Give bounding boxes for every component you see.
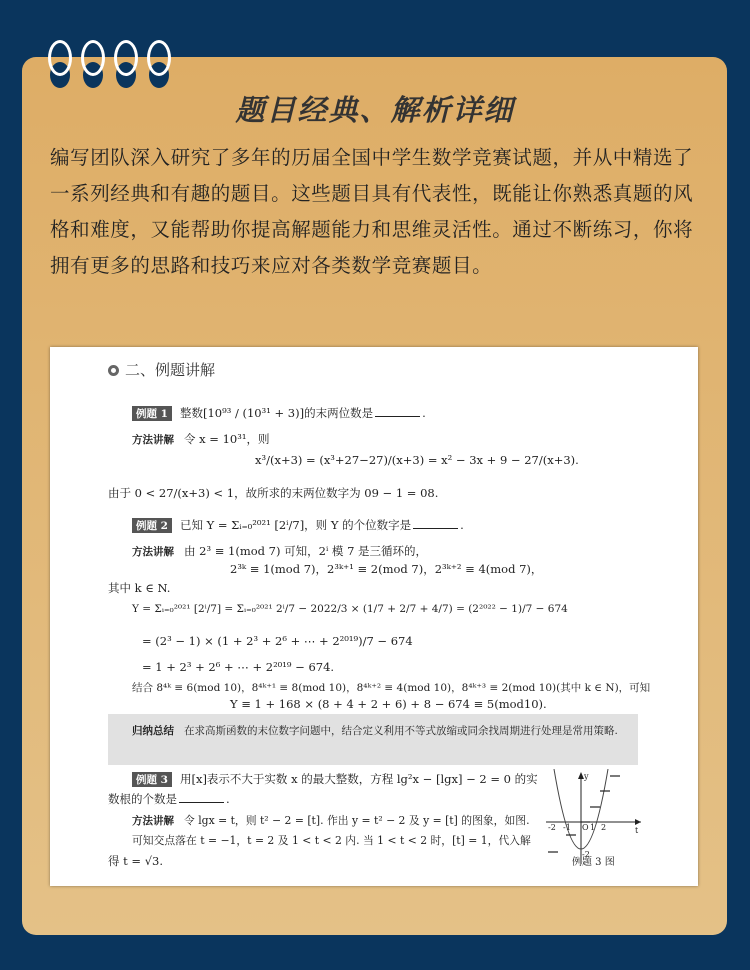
example-3-graph — [546, 769, 641, 864]
intro-text: 编写团队深入研究了多年的历届全国中学生数学竞赛试题，并从中精选了一系列经典和有趣的题目。这些题目具有代表性，既能让你熟悉真题的风格和难度，又能帮助你提高解题能力和思维灵活性。通过不断练习，你将拥有更多的思路和技巧来应对各类数学竞赛题目。 — [50, 146, 694, 277]
equation: Y = Σᵢ₌₀²⁰²¹ [2ⁱ/7] = Σᵢ₌₀²⁰²¹ 2ⁱ/7 − 2022/3 × (1/7 + 2/7 + 4/7) = (2²⁰²² − 1)/7 − 674 — [132, 603, 568, 615]
tick-label: 1 — [590, 823, 596, 832]
equation: 2³ᵏ ≡ 1(mod 7)，2³ᵏ⁺¹ ≡ 2(mod 7)，2³ᵏ⁺² ≡ 4(mod 7)， — [230, 562, 543, 576]
method-text: 得 t = √3. — [108, 854, 164, 868]
axis-label: t — [635, 826, 639, 835]
method-text: 令 x = 10³¹，则 — [184, 432, 270, 446]
figure-caption: 例题 3 图 — [572, 857, 615, 868]
ring-icon — [81, 40, 105, 80]
method-text: 令 lgx = t，则 t² − 2 = [t]. 作出 y = t² − 2 及 y = [t] 的图象，如图. — [184, 814, 530, 827]
equation: 其中 k ∈ N. — [108, 581, 171, 595]
conclusion: 由于 0 < 27/(x+3) < 1，故所求的末两位数字为 09 − 1 = 08. — [108, 486, 439, 500]
circle-bullet-icon — [108, 365, 119, 376]
example-3-method — [132, 813, 530, 828]
tick-label: -2 — [548, 823, 556, 832]
summary-box — [108, 714, 638, 765]
method-label: 方法讲解 — [132, 434, 174, 446]
arrow-icon — [635, 819, 641, 825]
question-text: 数根的个数是 — [108, 792, 177, 806]
example-tag: 例题 1 — [132, 406, 172, 421]
example-2-method — [132, 543, 427, 559]
answer-blank — [413, 518, 458, 529]
question-text: 整数[10⁹³ / (10³¹ + 3)]的末两位数是 — [179, 406, 374, 420]
example-2-question: 例题 2 已知 Y = Σᵢ₌₀²⁰²¹ [2ⁱ/7]，则 Y 的个位数字是 . — [132, 517, 464, 533]
example-tag: 例题 2 — [132, 518, 172, 533]
ring-icon — [147, 40, 171, 80]
example-tag: 例题 3 — [132, 772, 172, 787]
document-excerpt — [50, 347, 698, 886]
equation: = 1 + 2³ + 2⁶ + ⋯ + 2²⁰¹⁹ − 674. — [142, 660, 335, 674]
example-3-question — [132, 771, 538, 787]
method-label: 方法讲解 — [132, 546, 174, 558]
example-1-question: 例题 1 整数[10⁹³ / (10³¹ + 3)]的末两位数是 . — [132, 405, 426, 421]
summary-text: 在求高斯函数的末位数字问题中，结合定义利用不等式放缩或同余找周期进行处理是常用策略. — [184, 725, 618, 737]
method-text: 由 2³ ≡ 1(mod 7) 可知，2ⁱ 模 7 是三循环的， — [184, 544, 428, 558]
section-heading — [108, 359, 215, 380]
summary-label: 归纳总结 — [132, 725, 174, 737]
tick-label: 2 — [601, 823, 607, 832]
question-text: 用[x]表示不大于实数 x 的最大整数，方程 lg²x − [lgx] − 2 = 0 的实 — [179, 772, 538, 786]
ring-icon — [48, 40, 72, 80]
equation: x³/(x+3) = (x³+27−27)/(x+3) = x² − 3x + 9 − 27/(x+3). — [255, 453, 579, 467]
section-title: 二、例题讲解 — [125, 361, 216, 379]
answer-blank — [375, 406, 420, 417]
tick-label: -2 — [582, 850, 590, 859]
question-text: 已知 Y = Σᵢ₌₀²⁰²¹ [2ⁱ/7]，则 Y 的个位数字是 — [179, 518, 412, 532]
origin-label: O — [582, 823, 589, 832]
floor-steps — [548, 776, 620, 852]
answer-blank — [179, 792, 224, 803]
axis-label: y — [584, 772, 589, 781]
binder-rings — [48, 40, 171, 80]
equation: Y ≡ 1 + 168 × (8 + 4 + 2 + 6) + 8 − 674 ≡ 5(mod10). — [230, 697, 547, 711]
method-text: 可知交点落在 t = −1，t = 2 及 1 < t < 2 内. 当 1 < t < 2 时，[t] = 1，代入解 — [132, 834, 531, 847]
example-3-question-cont: 数根的个数是 . — [108, 792, 230, 806]
example-1-method — [132, 431, 269, 447]
method-label: 方法讲解 — [132, 815, 174, 827]
equation: 结合 8⁴ᵏ ≡ 6(mod 10)，8⁴ᵏ⁺¹ ≡ 8(mod 10)，8⁴ᵏ⁺² ≡ 4(mod 10)，8⁴ᵏ⁺³ ≡ 2(mod 10)(其中 k ∈ N)，可知 — [132, 682, 651, 694]
equation: = (2³ − 1) × (1 + 2³ + 2⁶ + ⋯ + 2²⁰¹⁹)/7 − 674 — [142, 634, 413, 648]
ring-icon — [114, 40, 138, 80]
page-title: 题目经典、解析详细 — [235, 93, 515, 127]
tick-label: -1 — [563, 823, 571, 832]
